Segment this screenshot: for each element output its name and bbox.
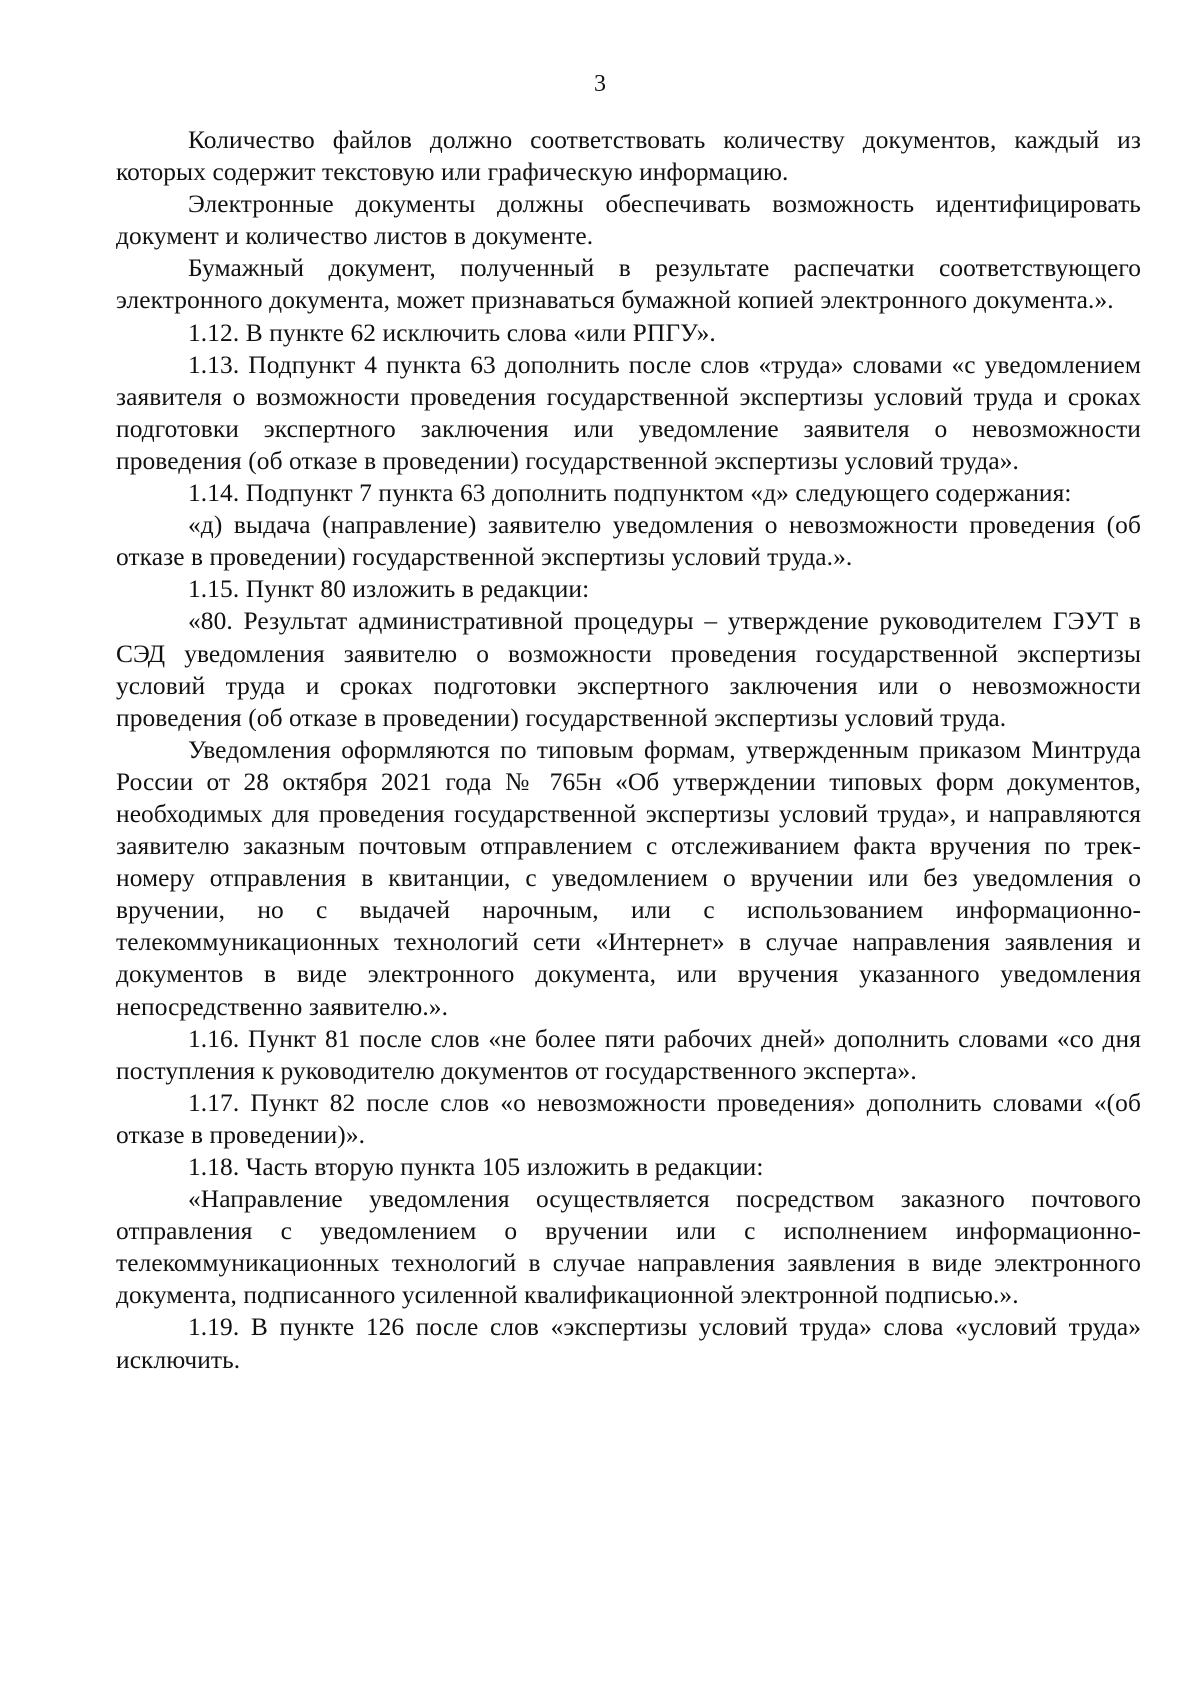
paragraph-notifications: Уведомления оформляются по типовым формам, утвержденным приказом Минтруда России от 28 октября 2021 года № 765н «Об утверждении типовых форм документов, необходимых для проведения государственной экспертизы условий труда», и направляются заявителю заказным почтовым отправлением с отслеживанием факта вручения по трек-номеру отправления в квитанции, с уведомлением о вручении или без уведомления о вручении, но с выдачей нарочным, или с использованием информационно-телекоммуникационных технологий сети «Интернет» в случае направления заявления и документов в виде электронного документа, или вручения указанного уведомления непосредственно заявителю.». bbox=[116, 735, 1141, 1021]
paragraph-item-1-18: 1.18. Часть вторую пункта 105 изложить в редакции: bbox=[188, 1153, 764, 1181]
paragraph-item-1-16: 1.16. Пункт 81 после слов «не более пяти рабочих дней» дополнить словами «со дня поступления к руководителю документов от государственного эксперта». bbox=[116, 1024, 1141, 1085]
paragraph-item-1-14: 1.14. Подпункт 7 пункта 63 дополнить подпунктом «д» следующего содержания: bbox=[188, 479, 1072, 508]
paragraph-paper-copy: Бумажный документ, полученный в результате распечатки соответствующего электронного документа, может признаваться бумажной копией электронного документа.». bbox=[116, 254, 1141, 315]
paragraph-item-1-13: 1.13. Подпункт 4 пункта 63 дополнить после слов «труда» словами «с уведомлением заявителя о возможности проведения государственной экспертизы условий труда и сроках подготовки экспертного заключения или уведомление заявителя о невозможности проведения (об отказе в проведении) государственной экспертизы условий труда». bbox=[116, 350, 1141, 475]
paragraph-item-1-12: 1.12. В пункте 62 исключить слова «или РПГУ». bbox=[188, 318, 716, 347]
paragraph-files-count: Количество файлов должно соответствовать количеству документов, каждый из которых содержит текстовую или графическую информацию. bbox=[116, 126, 1141, 187]
paragraph-item-1-19: 1.19. В пункте 126 после слов «экспертизы условий труда» слова «условий труда» исключить. bbox=[116, 1313, 1141, 1374]
page-number: 3 bbox=[594, 71, 606, 97]
paragraph-item-80-result: «80. Результат административной процедуры – утверждение руководителем ГЭУТ в СЭД уведомления заявителю о возможности проведения государственной экспертизы условий труда и сроках подготовки экспертного заключения или о невозможности проведения (об отказе в проведении) государственной экспертизы условий труда. bbox=[116, 607, 1141, 732]
paragraph-item-1-17: 1.17. Пункт 82 после слов «о невозможности проведения» дополнить словами «(об отказе в проведении)». bbox=[116, 1088, 1141, 1149]
document-body bbox=[116, 124, 1141, 1376]
paragraph-subitem-d: «д) выдача (направление) заявителю уведомления о невозможности проведения (об отказе в проведении) государственной экспертизы условий труда.». bbox=[116, 511, 1141, 572]
paragraph-notification-direction: «Направление уведомления осуществляется посредством заказного почтового отправления с уведомлением о вручении или с исполнением информационно-телекоммуникационных технологий в случае направления заявления в виде электронного документа, подписанного усиленной квалификационной электронной подписью.». bbox=[116, 1185, 1141, 1310]
paragraph-item-1-15: 1.15. Пункт 80 изложить в редакции: bbox=[188, 575, 590, 604]
paragraph-electronic-documents: Электронные документы должны обеспечивать возможность идентифицировать документ и количество листов в документе. bbox=[116, 190, 1141, 251]
